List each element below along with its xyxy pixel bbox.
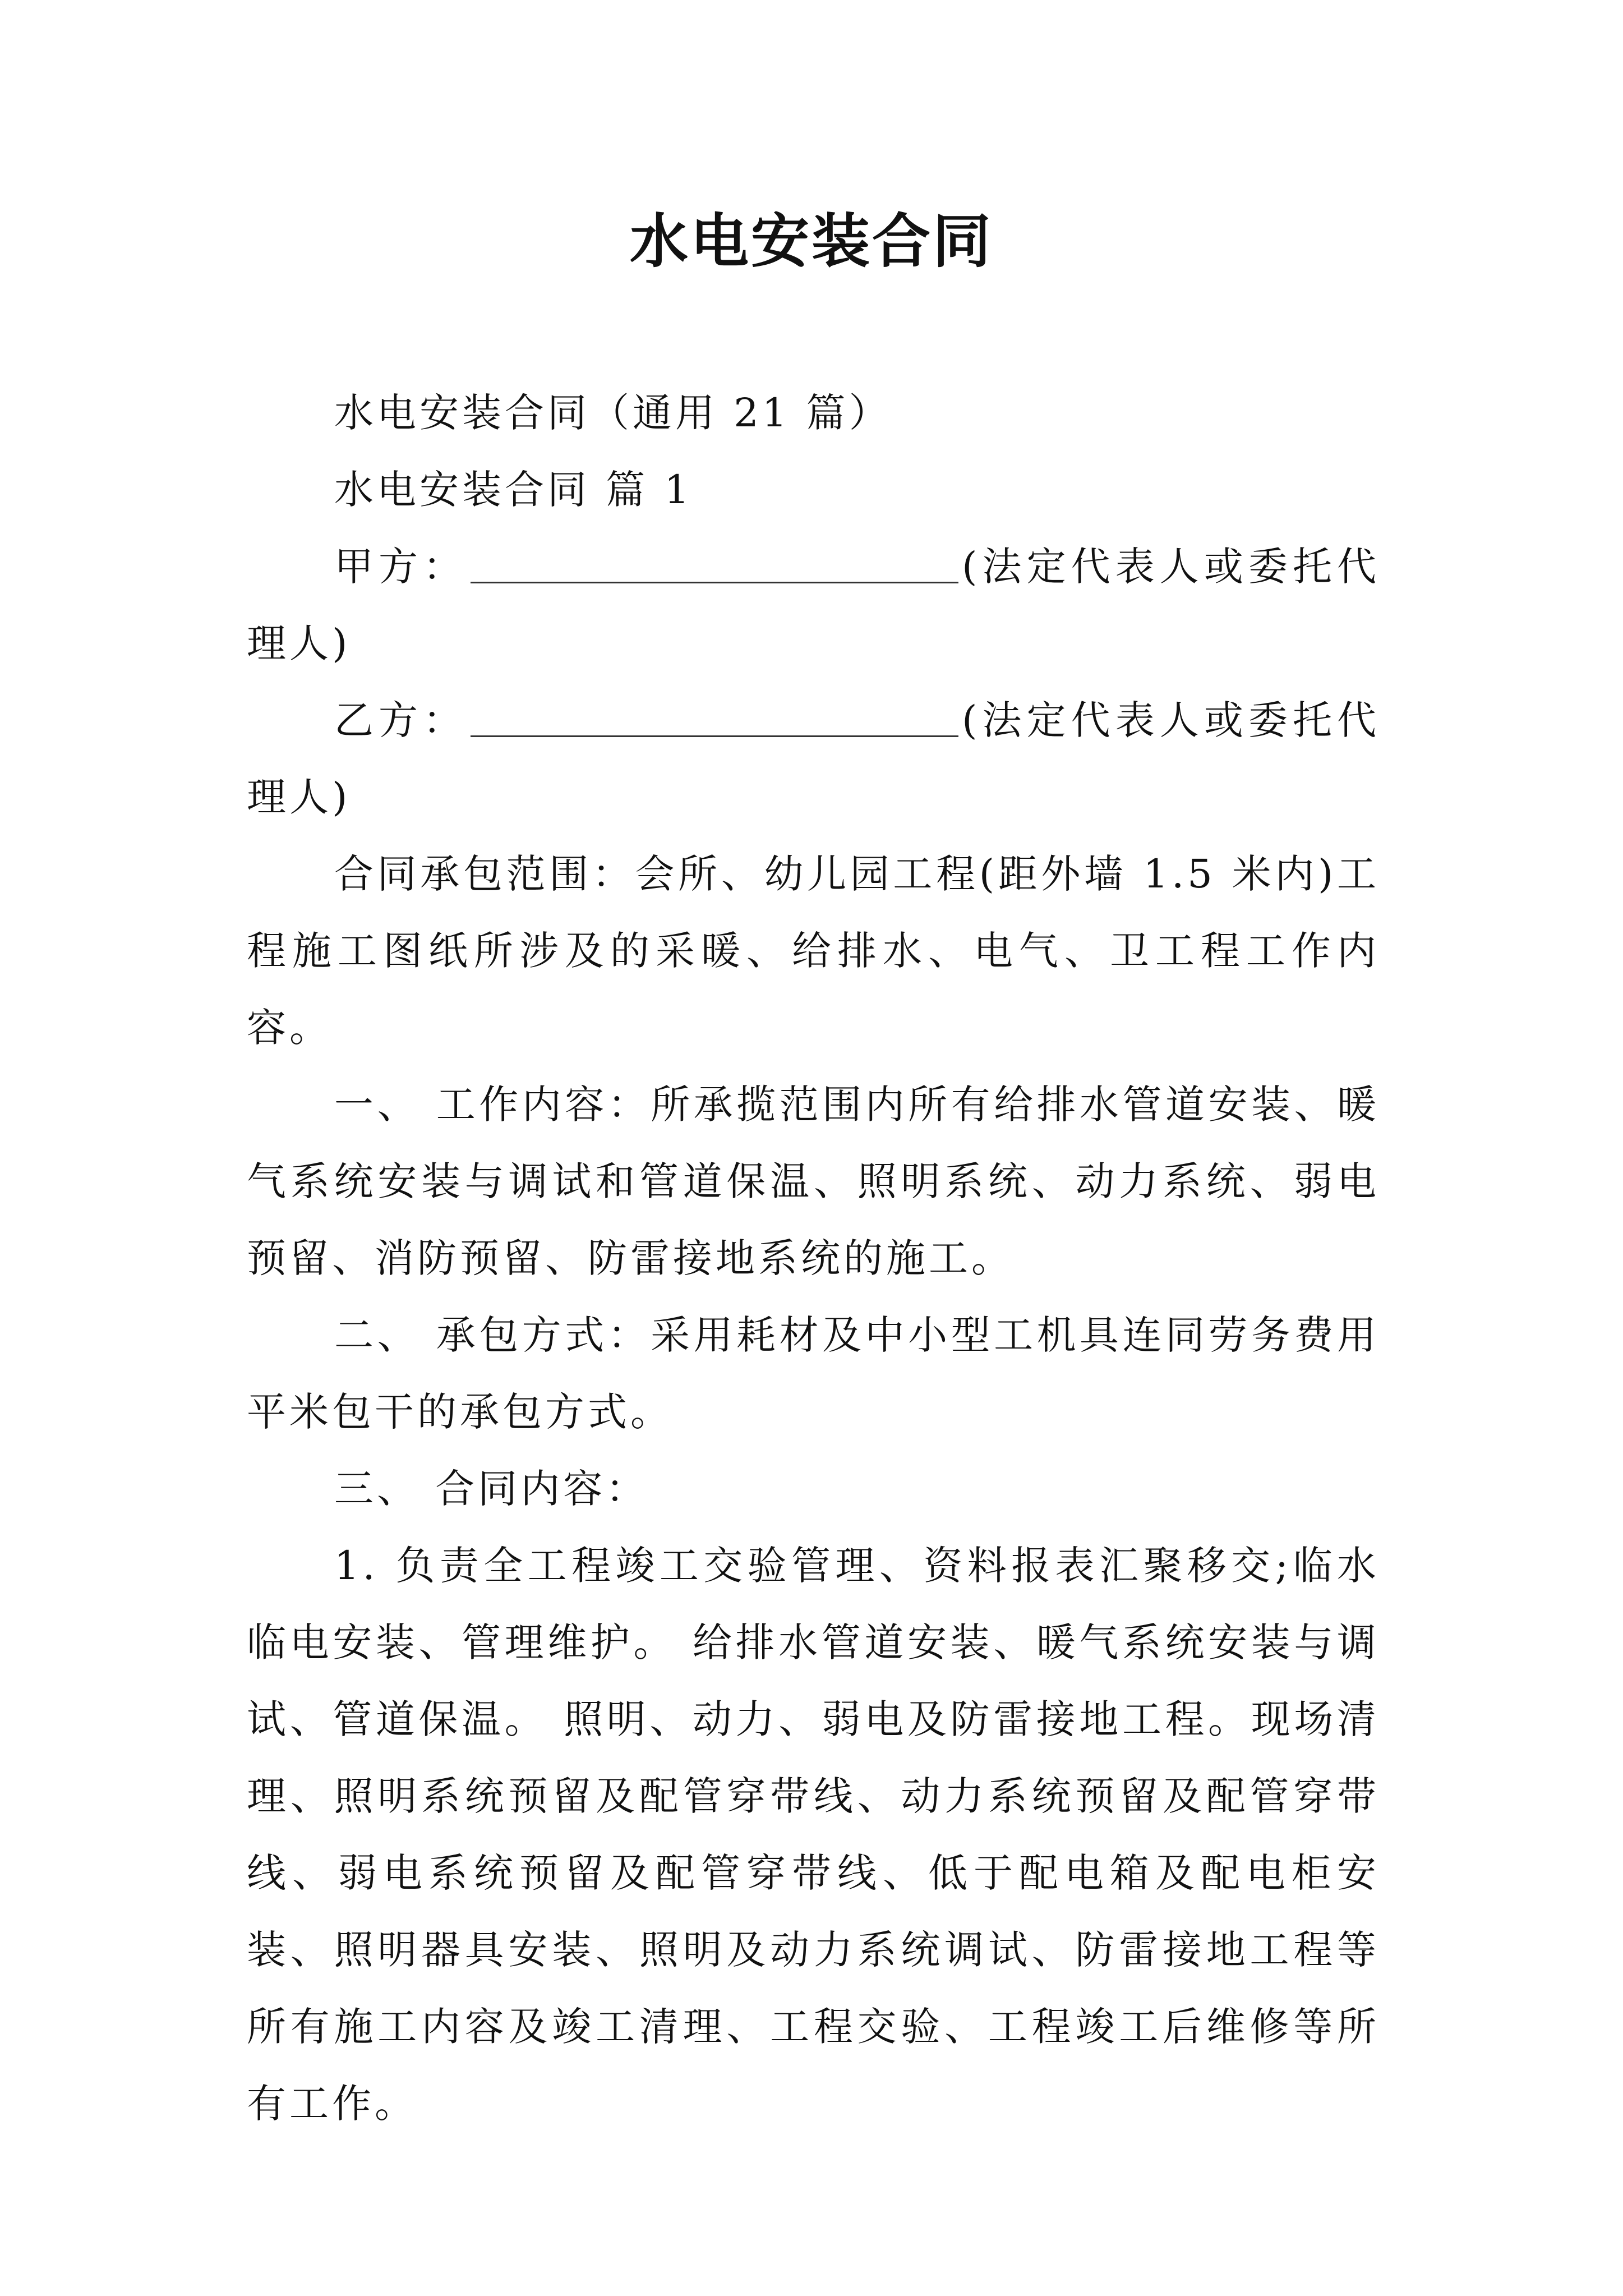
party-a-line: [247, 528, 1380, 682]
party-b-blank: [471, 698, 958, 737]
party-b-label: 乙方：: [334, 697, 468, 743]
party-a-blank: [471, 545, 958, 583]
clause-contract-content: 三、 合同内容：: [334, 1466, 649, 1512]
clause-work-content: 一、 工作内容：所承揽范围内所有给排水管道安装、暖气系统安装与调试和管道保温、照明系统、动力系统、弱电预留、消防预留、防雷接地系统的施工。: [247, 1082, 1380, 1281]
party-a-label: 甲方：: [334, 544, 468, 590]
contract-item-1: 1. 负责全工程竣工交验管理、资料报表汇聚移交;临水临电安装、管理维护。 给排水管道安装、暖气系统安装与调试、管道保温。 照明、动力、弱电及防雷接地工程。现场清理、照明系统预留及配管穿带线、动力系统预留及配管穿带线、弱电系统预留及配管穿带线、低于配电箱及配电柜安装、照明器具安装、照明及动力系统调试、防雷接地工程等所有施工内容及竣工清理、工程交验、工程竣工后维修等所有工作。: [247, 1543, 1380, 2127]
party-b-suffix: (法定代表人或委托代理人): [247, 697, 1380, 820]
party-a-suffix: (法定代表人或委托代理人): [247, 544, 1380, 666]
contract-scope: 合同承包范围：会所、幼儿园工程(距外墙 1.5 米内)工程施工图纸所涉及的采暖、给排水、电气、卫工程工作内容。: [247, 851, 1380, 1051]
document-subtitle: 水电安装合同（通用 21 篇）: [334, 390, 892, 436]
document-title: 水电安装合同: [629, 206, 993, 275]
party-b-line: [247, 682, 1380, 836]
section-heading: 水电安装合同 篇 1: [334, 467, 693, 513]
clause-contract-method: 二、 承包方式：采用耗材及中小型工机具连同劳务费用平米包干的承包方式。: [247, 1312, 1380, 1435]
document-body: [247, 375, 1380, 2142]
